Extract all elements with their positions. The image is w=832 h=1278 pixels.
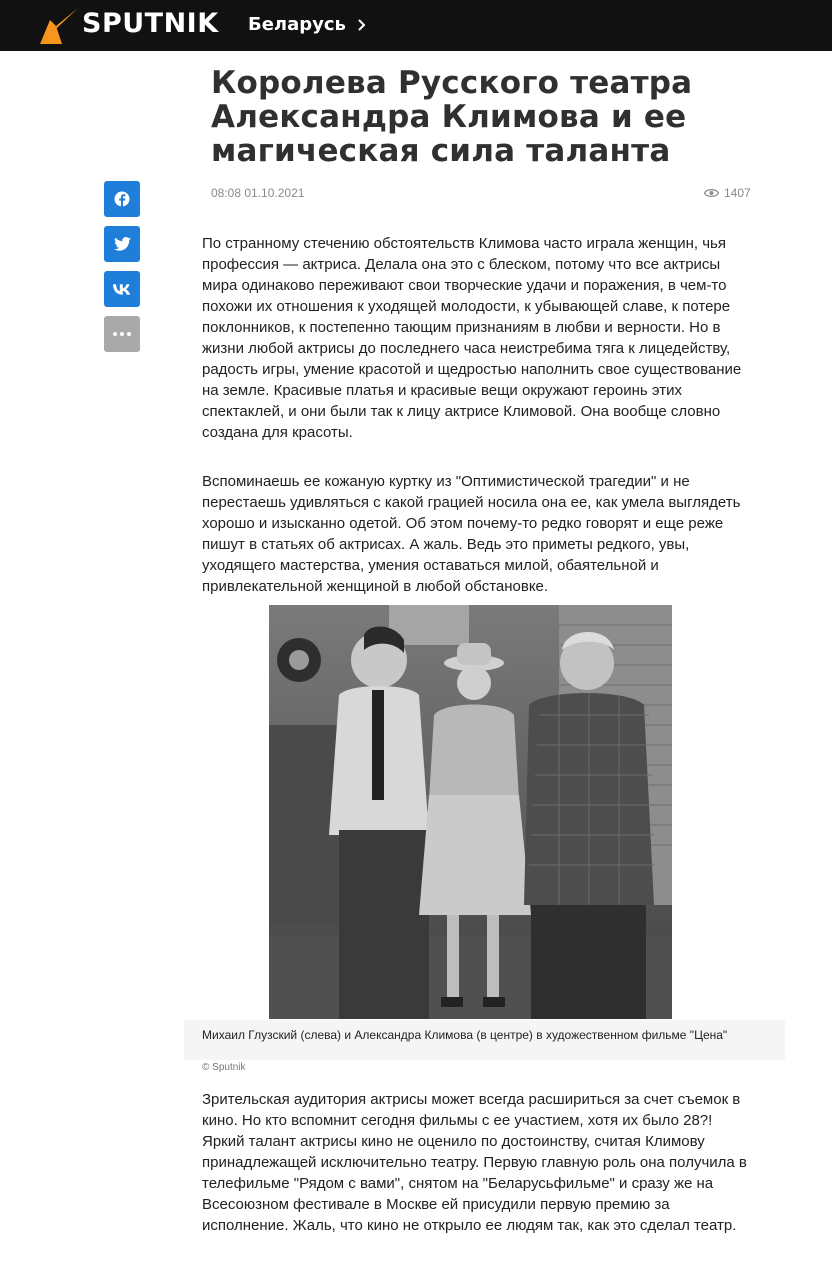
- article-title: Королева Русского театра Александра Климова и ее магическая сила таланта: [211, 65, 693, 169]
- more-icon: [113, 332, 131, 336]
- region-label: Беларусь: [248, 14, 346, 35]
- article-photo: [269, 605, 672, 1019]
- eye-icon: [704, 188, 719, 198]
- photo-credit: © Sputnik: [202, 1062, 246, 1073]
- share-vk-button[interactable]: [104, 271, 140, 307]
- site-header: [0, 0, 832, 51]
- photo-caption: Михаил Глузский (слева) и Александра Климова (в центре) в художественном фильме "Цена": [202, 1028, 728, 1042]
- share-more-button[interactable]: [104, 316, 140, 352]
- chevron-right-icon: [357, 18, 367, 32]
- view-count: 1407: [724, 186, 751, 200]
- vk-icon: [113, 284, 131, 295]
- article-paragraph: Зрительская аудитория актрисы может всегда расшириться за счет съемок в кино. Но кто вспомнит сегодня фильмы с ее участием, хотя их было 28?! Яркий талант актрисы кино не оценило по достоинству, считая Климову принадлежащей исключительно театру. Первую главную роль она получила в телефильме "Рядом с вами", снятом на "Беларусьфильме" и сразу же на Всесоюзном фестивале в Москве ей присудили первую премию за исполнение. Жаль, что кино не открыло ее людям так, как это сделал театр.: [202, 1091, 747, 1234]
- article-paragraph: Вспоминаешь ее кожаную куртку из "Оптимистической трагедии" и не перестаешь удивляться с какой грацией носила она ее, как умела выглядеть хорошо и изысканно одетой. Об этом почему-то редко говорят и еще реже пишут в статьях об актрисах. А жаль. Ведь это приметы редкого, увы, уходящего мастерства, умения оставаться милой, обаятельной и привлекательной женщиной в любой обстановке.: [202, 473, 741, 595]
- region-selector[interactable]: [248, 14, 367, 35]
- article-date: 08:08 01.10.2021: [211, 186, 305, 200]
- twitter-icon: [114, 237, 131, 251]
- sputnik-logo-icon: [40, 6, 80, 44]
- facebook-icon: [114, 191, 130, 207]
- sputnik-logo[interactable]: [40, 6, 219, 44]
- share-twitter-button[interactable]: [104, 226, 140, 262]
- view-counter: [704, 186, 751, 200]
- brand-name: SPUTNIK: [82, 8, 219, 39]
- share-facebook-button[interactable]: [104, 181, 140, 217]
- article-paragraph: По странному стечению обстоятельств Климова часто играла женщин, чья профессия — актриса. Делала она это с блеском, потому что все актрисы мира одинаково переживают свои творческие удачи и поражения, в чем-то похожи их отношения к уходящей молодости, к убывающей славе, к потере поклонников, к постепенно тающим признаниям в любви и верности. Но в жизни любой актрисы до последнего часа неистребима тяга к лицедейству, радость игры, умение красотой и щедростью наполнить свое существование на земле. Красивые платья и красивые вещи окружают героинь этих спектаклей, и они были так к лицу актрисе Климовой. Она вообще словно создана для красоты.: [202, 235, 742, 441]
